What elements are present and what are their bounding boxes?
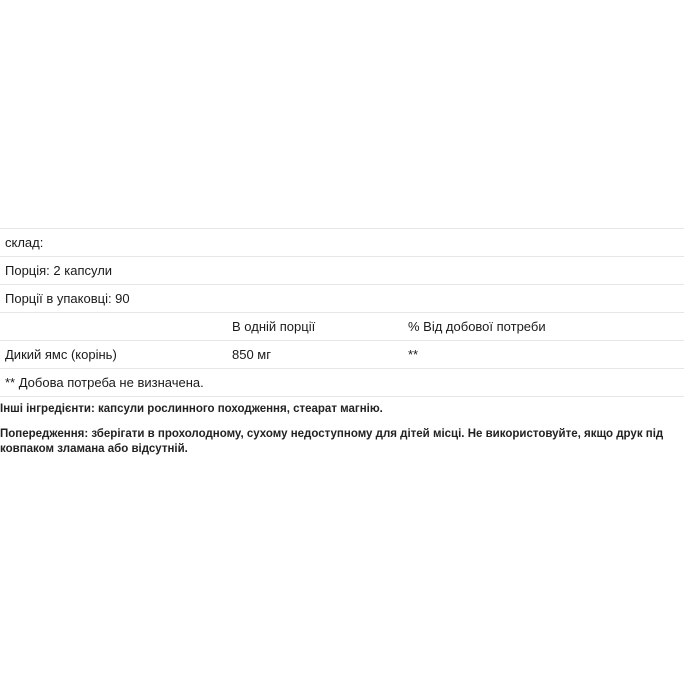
composition-row: [0, 229, 684, 257]
ingredient-amount: 850 мг: [227, 341, 403, 369]
composition-label: склад:: [0, 229, 684, 257]
table-row: [0, 341, 684, 369]
other-ingredients: Інші інгредієнти: капсули рослинного походження, стеарат магнію.: [0, 403, 383, 415]
header-daily-value: % Від добової потреби: [403, 313, 684, 341]
table-header-row: [0, 313, 684, 341]
header-blank: [0, 313, 227, 341]
warning: Попередження: зберігати в прохолодному, сухому недоступному для дітей місці. Не використовуйте, якщо друк під ковпаком зламана або відсутній.: [0, 428, 664, 455]
servings-per-container-row: [0, 285, 684, 313]
ingredient-name: Дикий ямс (корінь): [0, 341, 227, 369]
servings-per-container: Порції в упаковці: 90: [0, 285, 684, 313]
serving-size-row: [0, 257, 684, 285]
notes-section: [0, 402, 684, 467]
footnote-row: [0, 369, 684, 397]
serving-size: Порція: 2 капсули: [0, 257, 684, 285]
ingredient-daily-value: **: [403, 341, 684, 369]
footnote: ** Добова потреба не визначена.: [0, 369, 684, 397]
header-per-serving: В одній порції: [227, 313, 403, 341]
supplement-facts-table: [0, 228, 684, 397]
